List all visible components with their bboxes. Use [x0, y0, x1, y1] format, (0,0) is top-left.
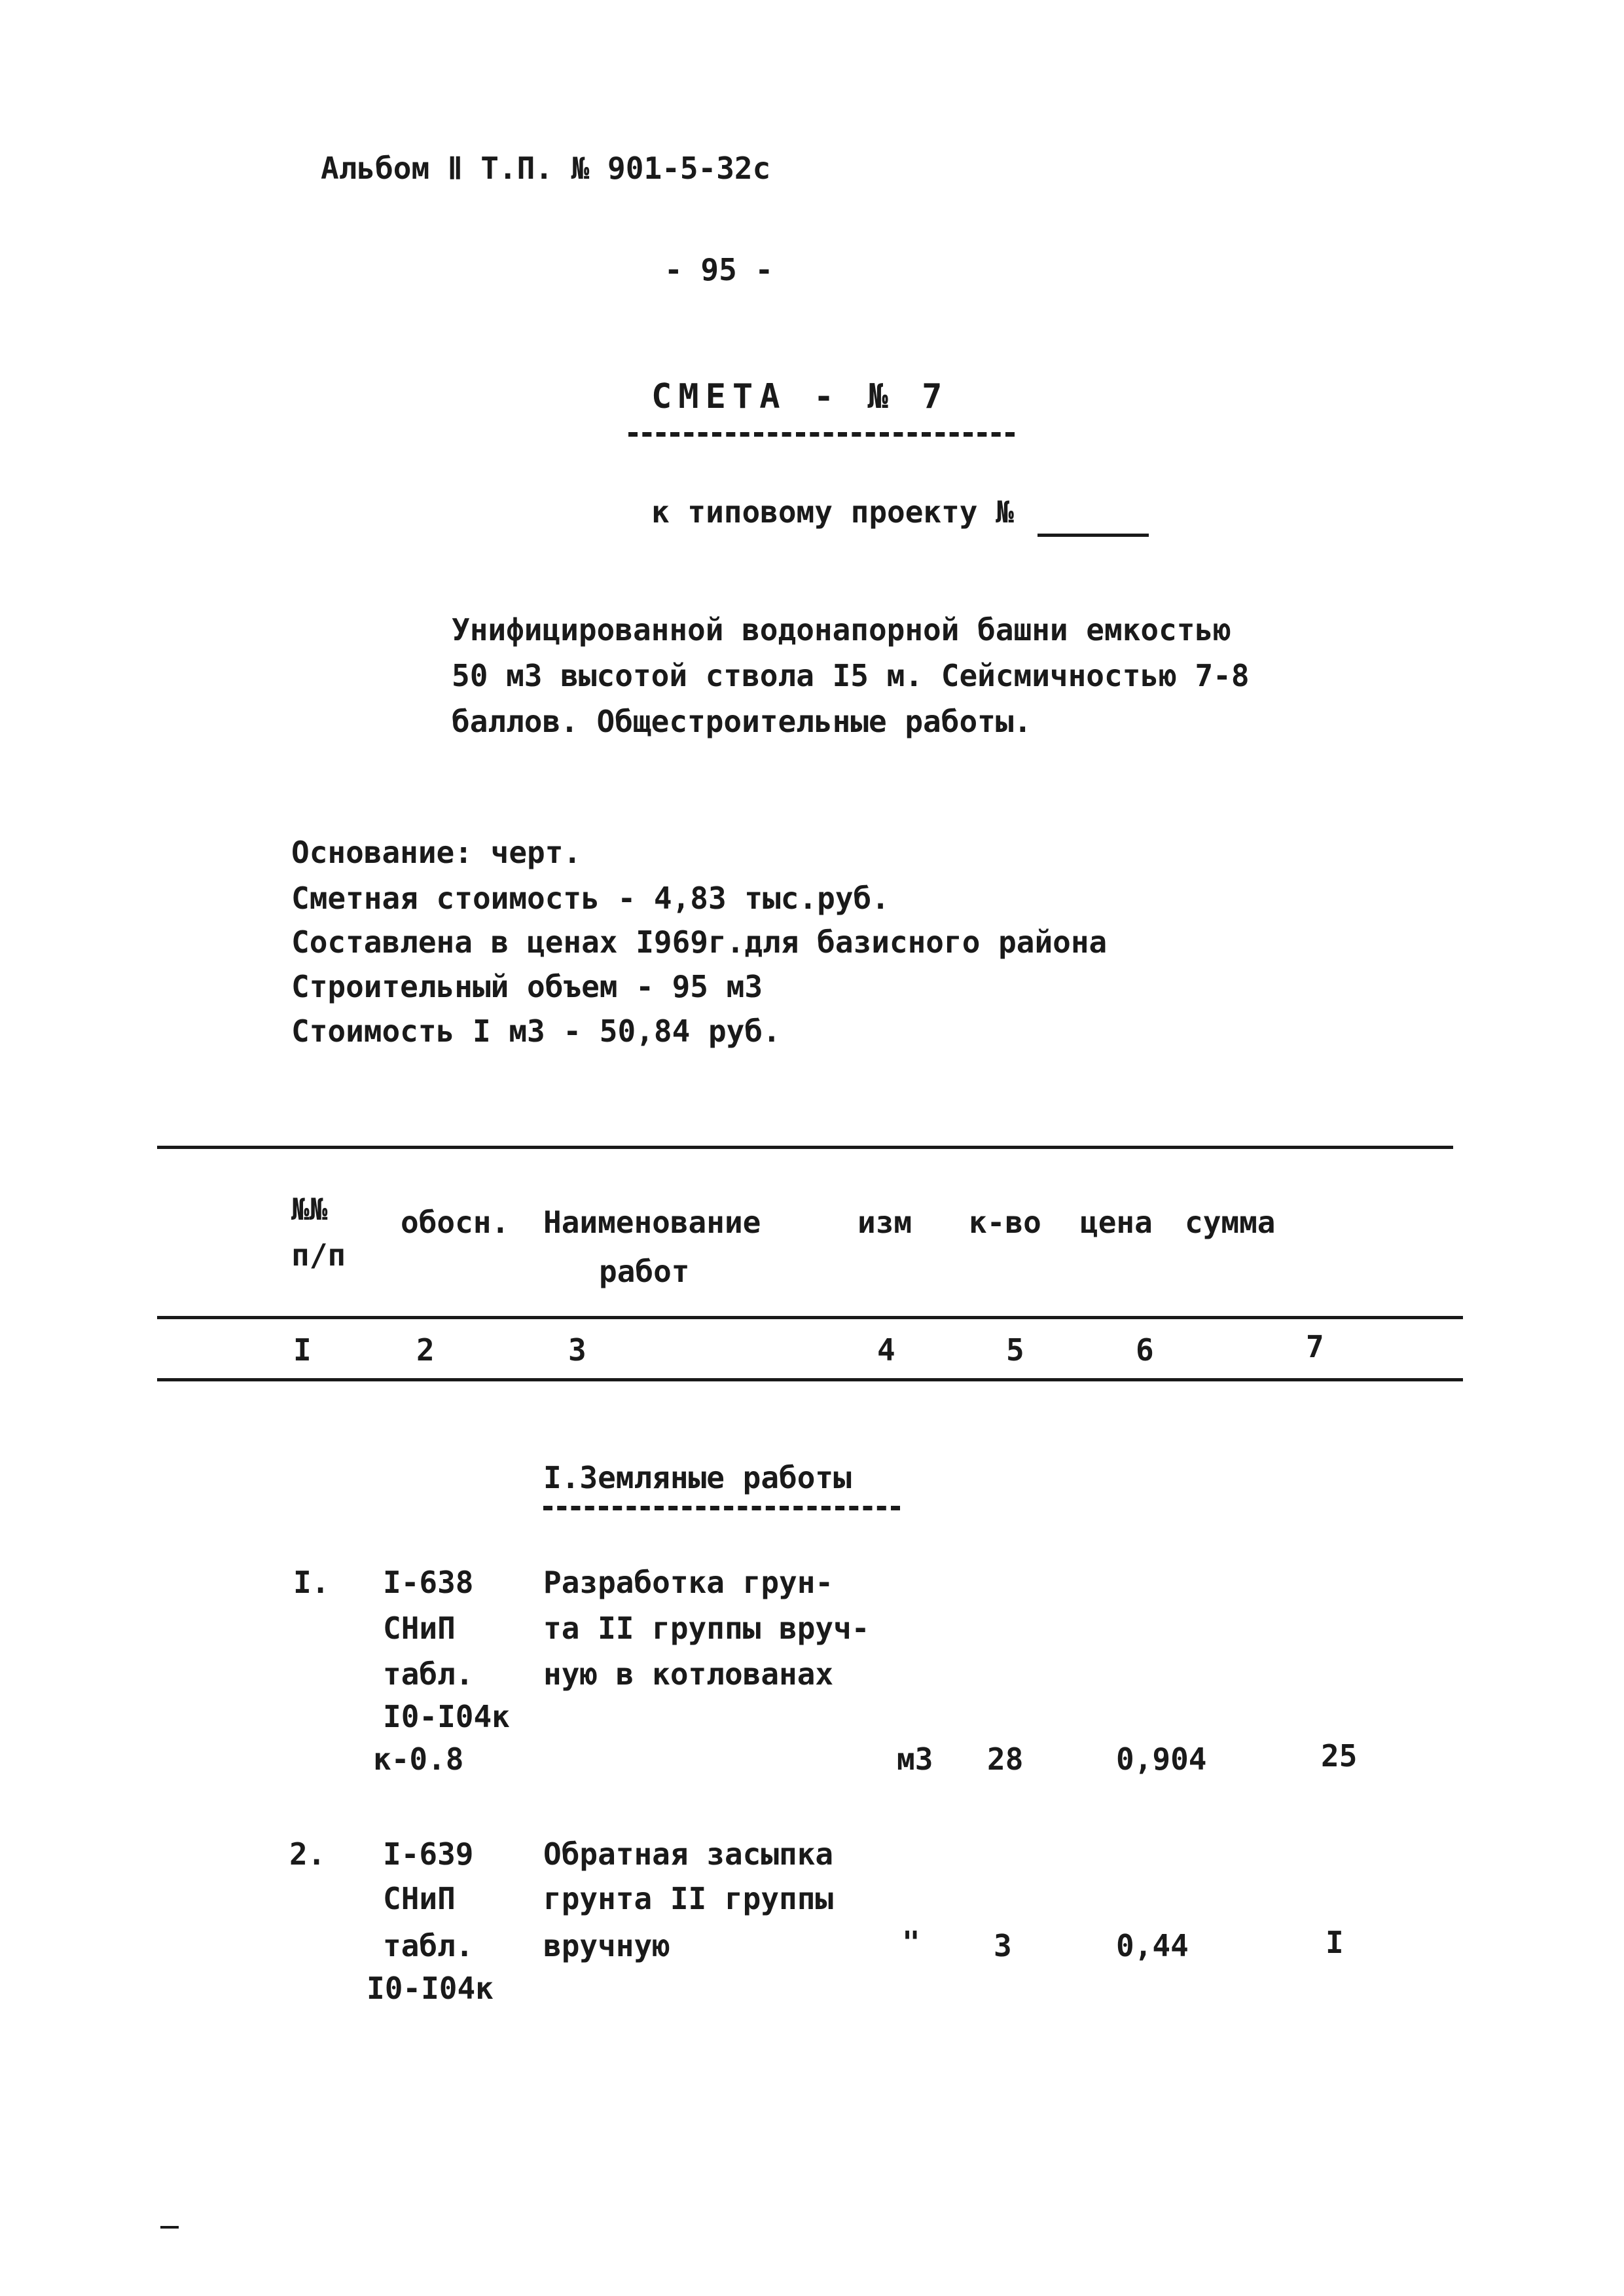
header-unit: изм — [857, 1205, 912, 1240]
column-number: 6 — [1136, 1332, 1154, 1368]
row-basis-line: табл. — [383, 1928, 474, 1963]
row-basis-line: I0-I04к — [367, 1971, 494, 2006]
row-sum: 25 — [1321, 1738, 1358, 1774]
column-number: 3 — [568, 1332, 586, 1368]
row-price: 0,44 — [1116, 1928, 1189, 1963]
header-basis: обосн. — [401, 1205, 510, 1240]
page-number: - 95 - — [664, 252, 774, 287]
info-basis: Основание: черт. — [291, 835, 582, 870]
row-name-line: Разработка грун- — [543, 1565, 834, 1600]
column-number: 7 — [1306, 1329, 1324, 1364]
row-qty: 28 — [987, 1741, 1024, 1777]
row-basis-line: I-638 — [383, 1565, 474, 1600]
album-reference: Альбом Ⅱ Т.П. № 901-5-32с — [321, 151, 771, 186]
row-price: 0,904 — [1116, 1741, 1207, 1777]
row-name-line: грунта II группы — [543, 1881, 834, 1916]
row-number: 2. — [289, 1836, 326, 1872]
column-number: I — [293, 1332, 312, 1368]
section-title: I.Земляные работы — [543, 1460, 852, 1495]
info-estimated-cost: Сметная стоимость - 4,83 тыс.руб. — [291, 881, 890, 916]
table-top-rule — [157, 1146, 1453, 1149]
row-basis-line: I0-I04к — [383, 1699, 510, 1734]
document-title: СМЕТА - № 7 — [651, 377, 949, 416]
row-unit: м3 — [897, 1741, 933, 1777]
section-dashed-underline — [543, 1506, 900, 1510]
info-prices: Составлена в ценах I969г.для базисного района — [291, 924, 1108, 960]
row-qty: 3 — [994, 1928, 1012, 1963]
header-sum: сумма — [1185, 1205, 1276, 1240]
header-num-line1: №№ — [291, 1192, 328, 1227]
column-numbers-bottom-rule — [157, 1378, 1463, 1381]
header-price: цена — [1080, 1205, 1153, 1240]
title-dashed-underline — [628, 432, 1015, 437]
row-name-line: та II группы вруч- — [543, 1611, 870, 1646]
row-unit: " — [902, 1925, 920, 1960]
header-name-line2: работ — [599, 1254, 690, 1289]
row-basis-line: к-0.8 — [373, 1741, 464, 1777]
header-name-line1: Наименование — [543, 1205, 761, 1240]
scan-mark — [160, 2226, 179, 2229]
column-number: 4 — [877, 1332, 895, 1368]
row-number: I. — [293, 1565, 330, 1600]
project-number-blank — [1038, 534, 1149, 537]
column-number: 2 — [416, 1332, 435, 1368]
description-line: 50 м3 высотой ствола I5 м. Сейсмичностью 7-8 — [452, 658, 1250, 693]
row-basis-line: СНиП — [383, 1611, 456, 1646]
row-name-line: ную в котлованах — [543, 1656, 834, 1692]
header-bottom-rule — [157, 1316, 1463, 1319]
project-subtitle: к типовому проекту № — [651, 494, 1014, 530]
row-name-line: Обратная засыпка — [543, 1836, 834, 1872]
description-line: баллов. Общестроительные работы. — [452, 704, 1032, 739]
row-basis-line: I-639 — [383, 1836, 474, 1872]
info-unit-cost: Стоимость I м3 - 50,84 руб. — [291, 1013, 781, 1049]
column-number: 5 — [1006, 1332, 1024, 1368]
row-name-line: вручную — [543, 1928, 670, 1963]
row-basis-line: СНиП — [383, 1881, 456, 1916]
header-num-line2: п/п — [291, 1237, 346, 1273]
description-line: Унифицированной водонапорной башни емкостью — [452, 612, 1231, 647]
row-sum: I — [1326, 1925, 1344, 1960]
row-basis-line: табл. — [383, 1656, 474, 1692]
info-volume: Строительный объем - 95 м3 — [291, 969, 763, 1004]
header-qty: к-во — [969, 1205, 1041, 1240]
